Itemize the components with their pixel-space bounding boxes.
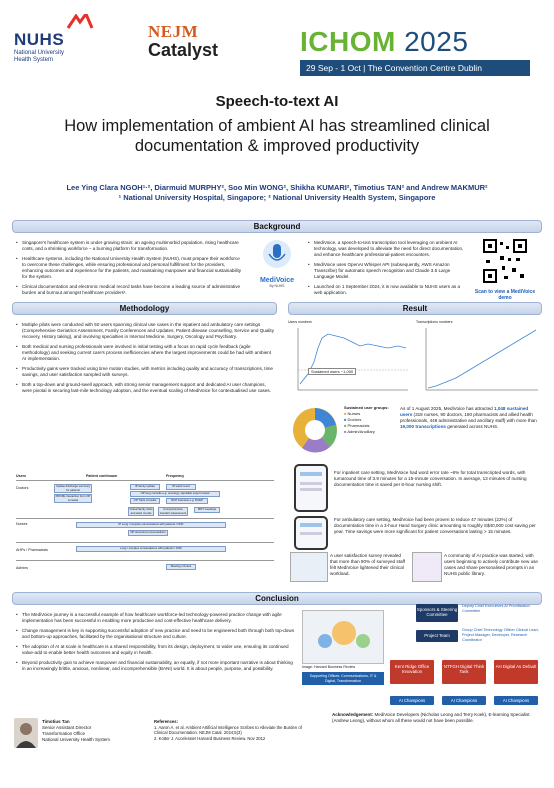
methodology-list [16,322,274,398]
methodology-heading: Methodology [12,302,277,315]
table-tag: Comprehensive Geriatric Assessment [159,507,187,515]
authors-block [10,183,544,203]
ichom-brand: ICHOM [300,26,396,57]
nuhs-logo-mark-icon [66,14,94,32]
medivoice-label: MediVoice [259,277,295,284]
ichom-logo [300,26,540,76]
qr-block [470,238,540,301]
org-champ-1: AI Champions [390,696,434,705]
org-team-note: Group Chief Technology Officer Clinical Lead, Project Manager, Developer, Research Coordinator [462,628,539,642]
users-chart-label: Users numbers [288,320,312,324]
author-org: National University Health System [42,737,111,742]
acknowledgement: Acknowledgement: MediVoice Developers (Nicholas Leong and Terry Koek), E-learning Specialist (Andrew Leong), without whom all these would not have been possible. [332,712,530,723]
list-item: • Multiple pilots were conducted with 50 users spanning clinical use cases in the inpatient and ambulatory care settings (Comprehensive Geriatrics Assessment, Family Conferences and Updates, Patient disease counselling, Service and Quality recovery, History taking), and involving specialties in Internal Medicine, Surgery, Oncology and Psychiatry. [16,322,274,340]
ichom-year: 2025 [404,26,469,57]
ambulatory-text: For ambulatory care setting, MediVoice had been proven to reduce 47 minutes (22%) of documentation time in a 3-hour Hand Surgery clinic amounting to roughly S$40,000 cost saving per year. Time savings were more significant for patient conversations lasting > 15 minutes. [334,517,536,534]
list-item: • Change management is key in supporting successful adoption of new practice and need to be engineered both through both top-down and bottom-up approaches, facilitated by the organisational structure and culture. [16,628,296,640]
users-chart [288,320,412,400]
table-tag: OP Triple consults [130,498,160,504]
author-role2: Transformation Office [42,731,86,736]
community-text: A community of AI practice was started, with users beginning to actively contribute new use cases and share personalised prompts in an NUHS public library. [444,553,538,576]
transcriptions-chart-svg [416,324,542,398]
result-summary: As of 1 August 2025, MediVoice has attracted 1,048 sustained users (318 nurses, 90 doctors, 190 pharmacists and allied health professionals, 448 administrative and ancillary staff) with more than 19,000 transcriptions generated across NUHS. [400,406,537,429]
list-item: • Beyond productivity gain to achieve manpower and financial sustainability, an equally, if not more important narrative is about thinking in an increasingly brittle, anxious, nonlinear, and incomprehensible (BANI) world. It is about people, purpose, and possibility. [16,660,296,672]
nuhs-line1: National University [14,50,65,56]
org-office-1: Kent Ridge Office Innovation [390,660,434,684]
table-tag: Meeting minutes [166,564,196,570]
result-heading: Result [288,302,542,315]
person-icon [14,718,38,748]
table-row-ahps: AHPs / Pharmacists [16,548,48,552]
list-item: • MediVoice uses OpenAI Whisper API (subsequently, AWS Amazon Transcribe) for automatic speech recognition and Claude 3.5 Large Language Model. [308,262,468,280]
nejm-catalyst-logo [148,22,268,61]
groups-title: Sustained user groups: [344,405,389,410]
author-names: Lee Ying Clara NGOH¹·², Diarmuid MURPHY², Soo Min WONG², Shikha KUMARI², Timotius TAN² and Andrew MAKMUR² [66,183,488,192]
list-item: • Both a top-down and ground-swell approach, with strong senior management support and dedicated AI user champions, were pivotal in securing last-mile technology adoption, and the eventual scaling of MediVoice for contextualised use cases. [16,382,274,394]
org-champ-2: AI Champions [442,696,486,705]
transcriptions-chart-label: Transcriptions numbers [416,320,453,324]
list-item: • MediVoice, a speech-to-text transcription tool leveraging on ambient AI technology, was developed to alleviate the need for direct documentation, and enhance healthcare professional-patient encounters. [308,240,468,258]
table-tag: Update discharge summary for patients [55,484,91,492]
list-item: • Clinical documentation and electronic medical record tasks have become a leading source of administrative burden and burnout amongst healthcare providers¹. [16,284,244,296]
author-photo [14,718,38,748]
org-office-3: AH Digital As Default [494,660,538,684]
supporting-offices: Supporting Offices: Communications, IT & Digital, Transformation [302,672,384,685]
background-heading: Background [12,220,542,233]
nuhs-line2: Health System [14,57,54,63]
reference-1: 1. Aaron A. et al. Ambient Artificial Intelligence Scribes to Alleviate the Burden of Clinical Documentation. NEJM Catal. 2024;5(3) [154,724,302,735]
list-item: • Productivity gains were tracked using time motion studies, with metrics including quality and accuracy of transcriptions, time savings, and user satisfaction sampled with surveys. [16,366,274,378]
medivoice-logo [252,238,302,288]
table-tag: IP ward round [166,484,196,490]
table-tag: IP Long / complex conversations with patients / NOK [76,522,226,528]
org-office-2: NTFGH Digital Think Tank [442,660,486,684]
phone-image-2 [294,516,328,550]
table-tag: Virtual family visits and ward rounds [129,507,153,515]
list-item: • Launched on 1 September 2024, it is now available to NUHS users as a web application. [308,284,468,296]
table-row-admins: Admins [16,566,28,570]
table-tag: PROMs interaction from OP consults [55,494,91,502]
org-sponsors: Sponsors & Steering Committee [416,604,458,622]
medivoice-sub: By NUHS [269,284,285,288]
legend-item: ■ Admin/Ancillary [344,429,375,434]
conclusion-heading: Conclusion [12,592,542,605]
user-group-legend [344,405,394,435]
table-row-nurses: Nurses [16,522,28,526]
author-name: Timotius Tan [42,719,70,724]
references-title: References: [154,719,178,724]
survey-image [290,552,328,582]
author-role1: Senior Assistant Director [42,725,92,730]
table-divider [16,480,274,481]
org-sponsors-note: Deputy Chief Executives AI Prioritisation Committee [462,604,530,613]
references [154,719,304,741]
nuhs-name: NUHS [14,30,65,49]
table-tag: IP family update [130,484,160,490]
legend-item: ■ Pharmacists [344,423,370,428]
user-group-pie [290,405,340,455]
medivoice-mic-icon [252,238,302,272]
list-item: • Singapore's healthcare system is under growing strain: an ageing multimorbid population, rising healthcare costs, and a shrinking workforce – a burning platform for transformation. [16,240,244,252]
community-image [412,552,442,582]
phone-image-1 [294,464,328,512]
table-tag: OP structured conversations [128,530,168,536]
table-divider [16,518,274,519]
list-item: • Healthcare systems, including the National University Health System (NUHS), must prepare their workforce to overcome these challenges, while ensuring professional and personal fulfillment for the providers, enhancing outcomes and experience for the patients, and maintaining manpower and financial sustainability for the system. [16,256,244,280]
legend-item: ■ Doctors [344,417,362,422]
inpatient-text: For inpatient care setting, MediVoice had word error rate ~6% for total transcripted words, with turnaround time of 3.9 minutes for a 15-minute conversation. In average, 13 minutes of nursing documentation time is saved per 8-hour nursing shift. [334,470,527,487]
conclusion-list [16,612,296,676]
table-row-doctors: Doctors [16,486,29,490]
list-item: • Both medical and nursing professionals were involved in initial testing with a focus on rapid cycle feedback (agile methodology) and seeking current care's process inefficiencies where the largest improvements could be had with ambient AI implementation. [16,344,274,362]
background-right-list [308,240,468,300]
nuhs-logo [14,14,114,63]
org-champ-3: AI Champions [494,696,538,705]
table-header-frequency: Frequency [166,474,185,478]
legend-item: ■ Nurses [344,411,361,416]
hbr-caption: Image: Harvard Business Review [302,665,356,669]
change-diagram-icon [303,611,385,665]
table-divider [16,560,274,561]
table-header-users: Users [16,474,26,478]
author-affiliations: ¹ National University Hospital, Singapore; ² National University Health System, Singapore [118,193,436,202]
poster-subtitle: How implementation of ambient AI has streamlined clinical documentation & improved productivity [64,117,490,155]
list-item: • The adoption of AI at scale in healthcare is a shared responsibility, from its design, deployment, to wider use, ensuring its continued value-add to enable better health outcomes and equity in health. [16,644,296,656]
use-case-table [16,474,274,584]
qr-code-icon[interactable] [482,238,528,284]
survey-text: A user satisfaction survey revealed that more than 90% of surveyed staff felt MediVoice lightened their clinical workload. [330,553,405,576]
org-project-team: Project Team [416,630,458,642]
ichom-banner: 29 Sep - 1 Oct | The Convention Centre Dublin [300,60,530,76]
users-chart-svg [288,324,412,398]
hbr-image [302,610,384,664]
background-left-list [16,240,244,300]
table-divider [16,542,274,543]
qr-caption: Scan to view a MediVoice demo [474,289,536,301]
table-tag: NUP interview e.g. DCEP [166,498,208,504]
nejm-bottom: Catalyst [148,40,219,60]
table-tag: OP long consults e.g. oncology, specialist expert review [130,491,220,497]
author-contact [42,719,152,743]
transcriptions-chart [416,320,542,400]
table-tag: Long / complex conversations with patients / NOK [76,546,226,552]
users-chart-sustain: Sustained users ~1,000 [308,368,356,375]
table-tag: MDT meetings [194,507,220,513]
nejm-top: NEJM [148,22,199,41]
pie-chart-svg [290,405,340,455]
list-item: • The MediVoice journey is a successful example of how healthcare workforce-led technology-powered practice change with agile implementation has been successful in enabling more productive and cost-effective healthcare delivery. [16,612,296,624]
reference-2: 2. Kotter J. Accelerate! Harvard Business Review. Nov 2012 [154,735,266,741]
table-header-continuum: Patient continuum [86,474,118,478]
poster-title: Speech-to-text AI [215,93,339,110]
